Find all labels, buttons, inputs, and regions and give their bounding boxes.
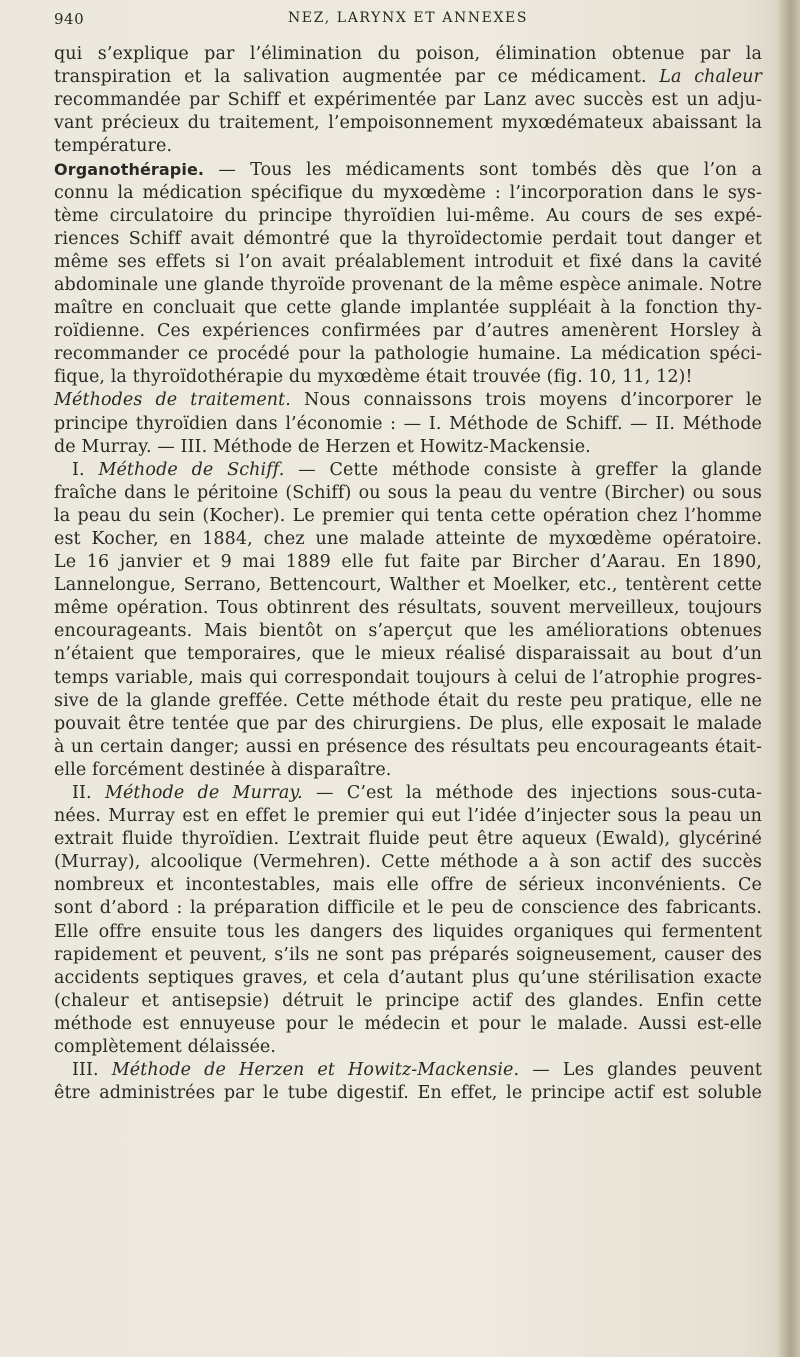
italic-text: Méthodes de traitement. xyxy=(54,390,291,411)
text-segment: fique, la thyroïdothérapie du myxœdème était trouvée (fig. 10, 11, 12)! xyxy=(54,367,693,388)
text-line xyxy=(54,251,762,274)
text-segment: vant précieux du traitement, l’empoisonnement myxœdémateux abaissant la xyxy=(54,113,762,134)
text-line xyxy=(54,597,762,620)
text-line xyxy=(54,436,762,459)
text-segment: (chaleur et antisepsie) détruit le principe actif des glandes. Enfin cette xyxy=(54,990,762,1011)
text-segment: Nous connaissons trois moyens d’incorporer le xyxy=(290,390,763,411)
text-segment: — Cette méthode consiste à greffer la glande xyxy=(284,459,762,480)
text-segment: — C’est la méthode des injections sous-cuta- xyxy=(302,783,762,803)
text-line xyxy=(54,713,762,736)
text-segment: même ses effets si l’on avait préalablement introduit et fixé dans la cavité xyxy=(54,251,762,272)
text-segment: III. xyxy=(72,1060,112,1081)
body-text xyxy=(54,43,762,1105)
text-line xyxy=(54,320,762,343)
text-line xyxy=(54,505,762,528)
page-number: 940 xyxy=(54,10,85,28)
text-line xyxy=(54,851,762,874)
text-segment: fraîche dans le péritoine (Schiff) ou sous la peau du ventre (Bircher) ou sous xyxy=(54,482,762,503)
text-segment: — Les glandes peuvent xyxy=(519,1060,762,1081)
text-line xyxy=(54,343,762,366)
text-line xyxy=(54,921,762,944)
text-line xyxy=(54,205,762,228)
text-line xyxy=(54,551,762,574)
text-segment: pouvait être tentée que par des chirurgiens. De plus, elle exposait le malade xyxy=(54,713,762,734)
page-edge-shadow xyxy=(776,0,800,1357)
text-segment: maître en concluait que cette glande implantée suppléait à la fonction thy- xyxy=(54,298,762,319)
text-line xyxy=(54,66,762,89)
running-head: NEZ, LARYNX ET ANNEXES xyxy=(287,10,529,26)
text-segment: elle forcément destinée à disparaître. xyxy=(54,759,392,780)
text-line xyxy=(54,459,762,482)
text-line xyxy=(54,643,762,666)
text-segment: — Tous les médicaments sont tombés dès que l’on a xyxy=(204,160,762,181)
text-segment: nombreux et incontestables, mais elle offre de sérieux inconvénients. Ce xyxy=(54,875,762,896)
text-line xyxy=(54,112,762,135)
text-segment: abdominale une glande thyroïde provenant de la même espèce animale. Notre xyxy=(54,274,762,295)
text-segment: température. xyxy=(54,136,173,157)
text-segment: sive de la glande greffée. Cette méthode était du reste peu pratique, elle ne xyxy=(54,690,762,711)
text-line xyxy=(54,135,762,158)
text-segment: méthode est ennuyeuse pour le médecin et pour le malade. Aussi est-elle xyxy=(54,1013,762,1034)
text-line xyxy=(54,805,762,828)
text-line xyxy=(54,1013,762,1036)
text-segment: encourageants. Mais bientôt on s’aperçut que les améliorations obtenues xyxy=(54,621,762,642)
text-line xyxy=(54,297,762,320)
text-line xyxy=(54,828,762,851)
text-line xyxy=(54,413,762,436)
text-line xyxy=(54,782,762,805)
text-segment: I. xyxy=(72,459,99,480)
page-header xyxy=(54,10,762,34)
text-segment: transpiration et la salivation augmentée par ce médicament. xyxy=(54,67,660,88)
text-segment: recommandée par Schiff et expérimentée par Lanz avec succès est un adju- xyxy=(54,90,762,111)
text-segment: temps variable, mais qui correspondait toujours à celui de l’atrophie progres- xyxy=(54,667,762,688)
text-line xyxy=(54,990,762,1013)
text-line xyxy=(54,482,762,505)
text-segment: principe thyroïdien dans l’économie : — I. Méthode de Schiff. — II. Méthode xyxy=(54,413,762,434)
text-line xyxy=(54,1059,762,1082)
text-line xyxy=(54,182,762,205)
text-segment: être administrées par le tube digestif. En effet, le principe actif est soluble xyxy=(54,1083,762,1104)
text-segment: recommander ce procédé pour la pathologie humaine. La médication spéci- xyxy=(54,344,762,365)
italic-text: Méthode de Schiff. xyxy=(98,459,285,480)
text-line xyxy=(54,228,762,251)
section-heading: Organothérapie. xyxy=(54,160,205,180)
text-segment: la peau du sein (Kocher). Le premier qui tenta cette opération chez l’homme xyxy=(54,505,762,526)
text-segment: de Murray. — III. Méthode de Herzen et Howitz-Mackensie. xyxy=(54,436,591,457)
text-segment: roïdienne. Ces expériences confirmées par d’autres amenèrent Horsley à xyxy=(54,321,762,342)
text-segment: connu la médication spécifique du myxœdème : l’incorporation dans le sys- xyxy=(54,182,762,203)
text-line xyxy=(54,736,762,759)
text-line xyxy=(54,667,762,690)
text-line xyxy=(54,528,762,551)
text-segment: sont d’abord : la préparation difficile et le peu de conscience des fabricants. xyxy=(54,898,762,919)
text-line xyxy=(54,944,762,967)
text-segment: qui s’explique par l’élimination du poison, élimination obtenue par la xyxy=(54,44,762,64)
text-line xyxy=(54,389,762,412)
text-line xyxy=(54,366,762,389)
text-line xyxy=(54,43,762,66)
text-segment: (Murray), alcoolique (Vermehren). Cette méthode a à son actif des succès xyxy=(54,852,762,873)
text-line xyxy=(54,89,762,112)
text-segment: rapidement et peuvent, s’ils ne sont pas préparés soigneusement, causer des xyxy=(54,944,762,965)
text-segment: accidents septiques graves, et cela d’autant plus qu’une stérilisation exacte xyxy=(54,967,762,988)
text-segment: Elle offre ensuite tous les dangers des liquides organiques qui fermentent xyxy=(54,921,762,942)
text-line xyxy=(54,1036,762,1059)
text-line xyxy=(54,874,762,897)
text-segment: riences Schiff avait démontré que la thyroïdectomie perdait tout danger et xyxy=(54,228,762,249)
text-segment: n’étaient que temporaires, que le mieux réalisé disparaissait au bout d’un xyxy=(54,644,762,665)
text-line xyxy=(54,158,762,181)
italic-text: Méthode de Murray. xyxy=(104,783,303,803)
text-line xyxy=(54,690,762,713)
text-segment: est Kocher, en 1884, chez une malade atteinte de myxœdème opératoire. xyxy=(54,528,762,549)
text-line xyxy=(54,967,762,990)
text-segment: Le 16 janvier et 9 mai 1889 elle fut faite par Bircher d’Aarau. En 1890, xyxy=(54,552,762,573)
text-line xyxy=(54,274,762,297)
text-line xyxy=(54,759,762,782)
italic-text: La chaleur xyxy=(659,67,762,88)
text-segment: Lannelongue, Serrano, Bettencourt, Walther et Moelker, etc., tentèrent cette xyxy=(54,575,762,596)
text-segment: II. xyxy=(72,783,105,803)
text-segment: complètement délaissée. xyxy=(54,1037,277,1058)
text-line xyxy=(54,1082,762,1105)
text-segment: à un certain danger; aussi en présence des résultats peu encourageants était- xyxy=(54,736,762,757)
text-line xyxy=(54,620,762,643)
text-line xyxy=(54,897,762,920)
text-line xyxy=(54,574,762,597)
text-segment: même opération. Tous obtinrent des résultats, souvent merveilleux, toujours xyxy=(54,598,762,619)
text-segment: tème circulatoire du principe thyroïdien lui-même. Au cours de ses expé- xyxy=(54,205,762,226)
italic-text: Méthode de Herzen et Howitz-Mackensie. xyxy=(111,1060,520,1081)
text-segment: nées. Murray est en effet le premier qui eut l’idée d’injecter sous la peau un xyxy=(54,806,762,827)
text-segment: extrait fluide thyroïdien. L’extrait fluide peut être aqueux (Ewald), glycériné xyxy=(54,829,762,850)
